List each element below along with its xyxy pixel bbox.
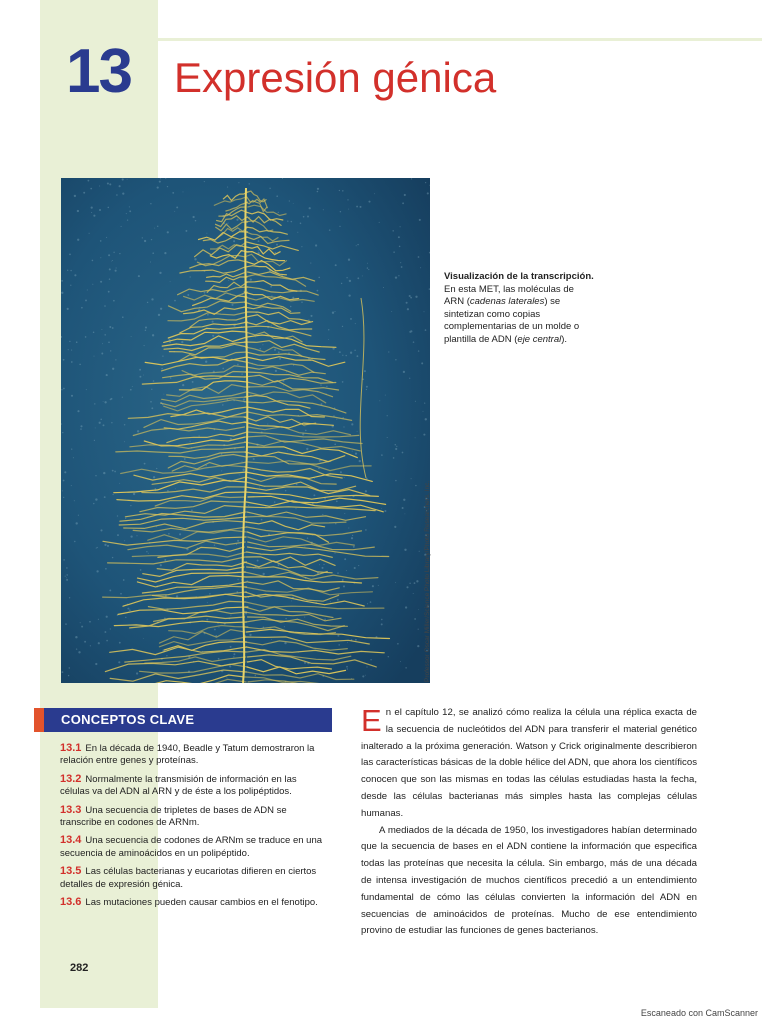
key-concepts-title: CONCEPTOS CLAVE (61, 712, 195, 727)
concept-item (60, 742, 328, 768)
caption-term-1: cadenas laterales (469, 296, 545, 308)
concept-text: Las células bacterianas y eucariotas difieren en ciertos detalles de expresión génica. (60, 866, 317, 890)
transcription-micrograph (61, 178, 430, 683)
concept-text: Las mutaciones pueden causar cambios en el fenotipo. (85, 897, 318, 909)
caption-lead: Visualización de la transcripción. (444, 271, 594, 282)
concept-item (60, 804, 328, 830)
concept-item (60, 834, 328, 860)
concept-item (60, 773, 328, 799)
paragraph-text: n el capítulo 12, se analizó cómo realiza la célula una réplica exacta de la secuencia de nucleótidos del ADN para transferir el material genético inalterado a la próxima generación. Watson y Crick originalmente describieron las características básicas de la doble hélice del ADN, que ahora los científicos conocen que son las mismas en todas las células estudiadas hasta la fecha, desde las células bacterianas más simples hasta las complejas células humanas. (361, 707, 697, 819)
header-tab (34, 708, 44, 732)
drop-cap: E (361, 703, 382, 738)
concept-text: En la década de 1940, Beadle y Tatum demostraron la relación entre genes y proteínas. (60, 743, 315, 767)
key-concepts-box (40, 708, 332, 914)
figure-caption (444, 271, 594, 347)
header-rule (158, 38, 762, 41)
concept-number: 13.4 (60, 834, 82, 847)
intro-paragraph-1 (361, 705, 697, 823)
concept-number: 13.5 (60, 865, 82, 878)
chapter-title: Expresión génica (174, 54, 497, 101)
photo-credit: Professor Oscar Miller/Science Photo Library/Photo Researchers, Inc. (424, 480, 431, 682)
scanner-watermark: Escaneado con CamScanner (640, 1008, 758, 1018)
concept-item (60, 896, 328, 909)
concept-text: Una secuencia de tripletes de bases de ADN se transcribe en codones de ARNm. (60, 804, 287, 829)
key-concepts-header (40, 708, 332, 732)
concept-text: Una secuencia de codones de ARNm se traduce en una secuencia de aminoácidos en un polipéptido. (60, 835, 323, 859)
caption-term-2: eje central (517, 333, 562, 345)
concept-number: 13.2 (60, 772, 82, 785)
chapter-number: 13 (66, 37, 131, 106)
chapter-intro (361, 705, 697, 940)
intro-paragraph-2: A mediados de la década de 1950, los investigadores habían determinado que la secuencia de bases en el ADN contiene la información que especifica todas las proteínas que necesita la célula. Sin embargo, más de una década de intensa investigación de muchos científicos precedió a un entendimiento fundamental de cómo las células convierten la información del ADN en secuencias de aminoácidos de proteínas. Mucho de ese entendimiento provino de estudiar las funciones de genes bacterianos. (361, 824, 697, 937)
caption-text-2: ) se sintetizan como copias complementarias de un molde o plantilla de ADN ( (444, 296, 580, 345)
concept-number: 13.6 (60, 896, 82, 909)
caption-text-1: En esta MET, las moléculas de ARN ( (444, 283, 574, 308)
concept-text: Normalmente la transmisión de información en las células va del ADN al ARN y de éste a los polipéptidos. (60, 773, 297, 798)
page-number: 282 (70, 962, 89, 974)
micrograph-illustration (61, 178, 430, 683)
key-concepts-list (40, 742, 328, 909)
caption-text-3: ). (561, 333, 568, 345)
concept-number: 13.3 (60, 803, 82, 816)
concept-item (60, 865, 328, 891)
concept-number: 13.1 (60, 742, 82, 754)
